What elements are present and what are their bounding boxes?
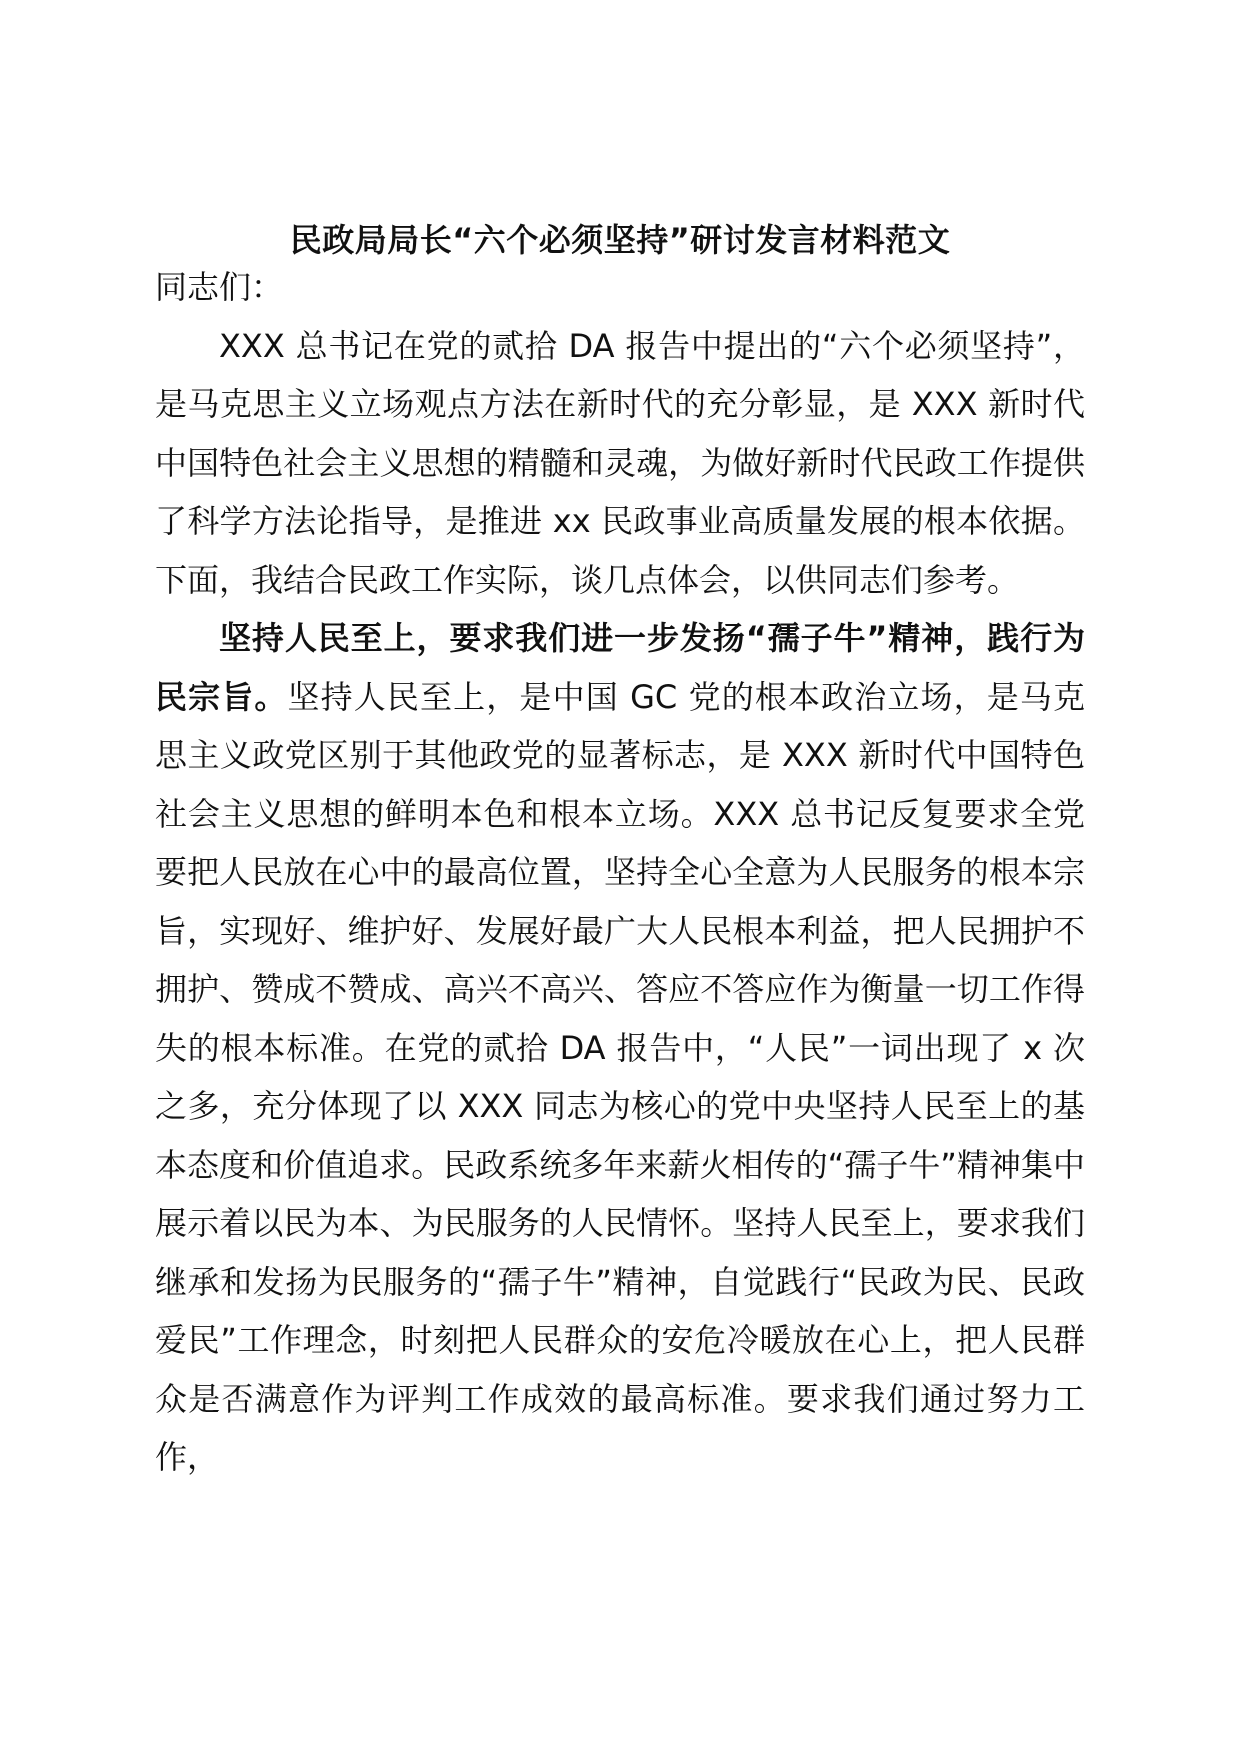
document-body xyxy=(155,258,1085,1487)
paragraph-heading: 坚持人民至上，要求我们进一步发扬“孺子牛”精神，践行为民宗旨。 xyxy=(155,619,1085,716)
paragraph-body: 坚持人民至上，是中国 GC 党的根本政治立场，是马克思主义政党区别于其他政党的显著标志，是 XXX 新时代中国特色社会主义思想的鲜明本色和根本立场。XXX 总书记反复要求全党要把人民放在心中的最高位置，坚持全心全意为人民服务的根本宗旨，实现好、维护好、发展好最广大人民根本利益，把人民拥护不拥护、赞成不赞成、高兴不高兴、答应不答应作为衡量一切工作得失的根本标准。在党的贰拾 DA 报告中，“人民”一词出现了 x 次之多，充分体现了以 XXX 同志为核心的党中央坚持人民至上的基本态度和价值追求。民政系统多年来薪火相传的“孺子牛”精神集中展示着以民为本、为民服务的人民情怀。坚持人民至上，要求我们继承和发扬为民服务的“孺子牛”精神，自觉践行“民政为民、民政爱民”工作理念，时刻把人民群众的安危冷暖放在心上，把人民群众是否满意作为评判工作成效的最高标准。要求我们通过努力工作， xyxy=(155,677,1085,1476)
paragraph-intro: XXX 总书记在党的贰拾 DA 报告中提出的“六个必须坚持”，是马克思主义立场观点方法在新时代的充分彰显，是 XXX 新时代中国特色社会主义思想的精髓和灵魂，为做好新时代民政工作提供了科学方法论指导，是推进 xx 民政事业高质量发展的根本依据。下面，我结合民政工作实际，谈几点体会，以供同志们参考。 xyxy=(155,326,1085,599)
paragraph-people-first xyxy=(155,609,1085,1487)
document-title: 民政局局长“六个必须坚持”研讨发言材料范文 xyxy=(289,221,951,259)
salutation: 同志们： xyxy=(155,268,284,306)
